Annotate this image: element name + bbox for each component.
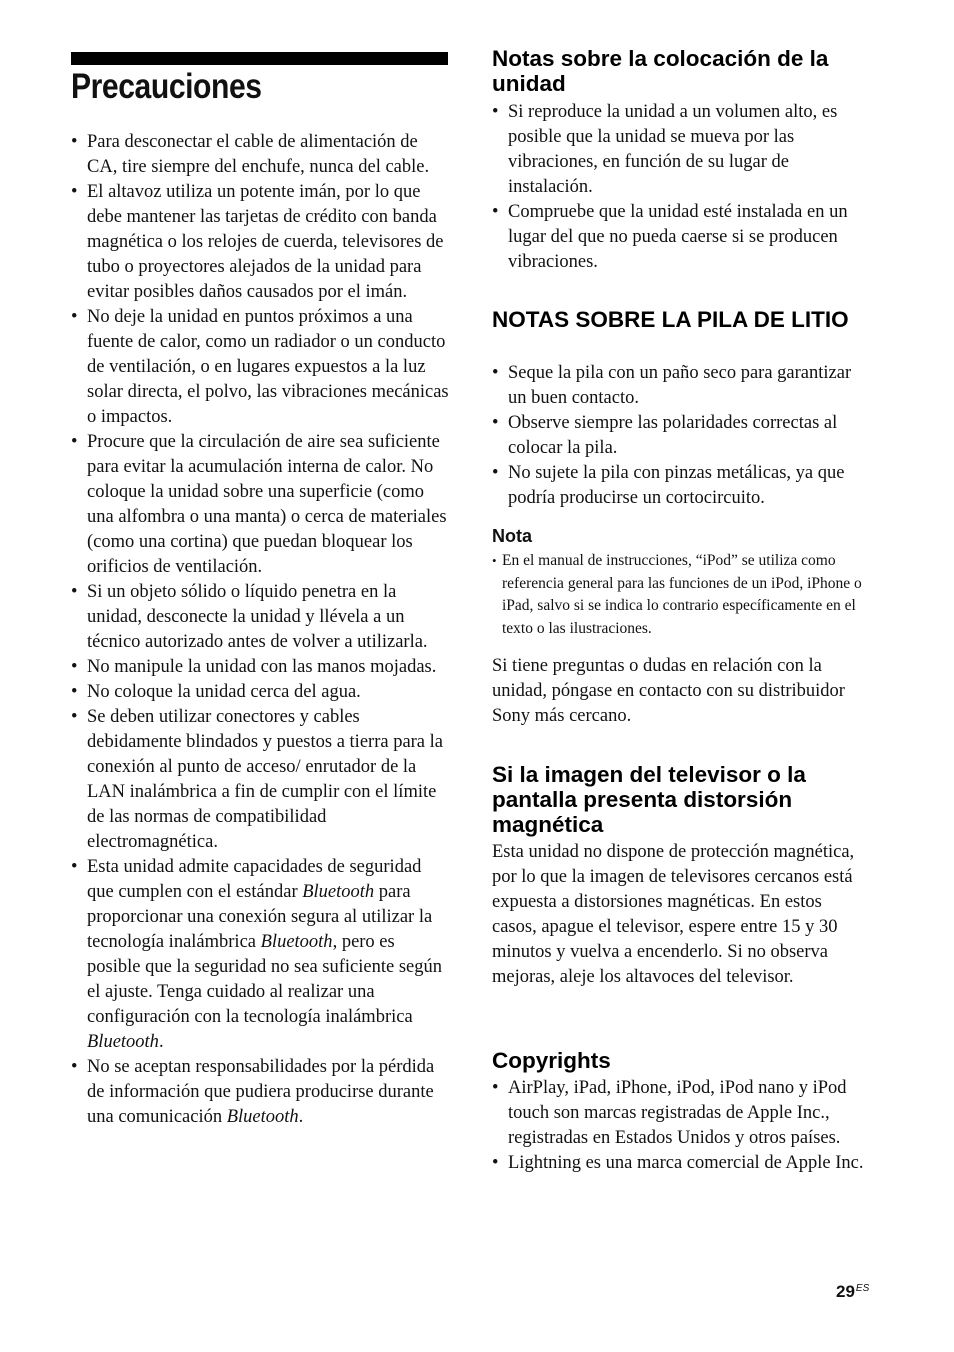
list-item: • El altavoz utiliza un potente imán, por lo que debe mantener las tarjetas de crédito con banda magnética o los relojes de cuerda, televisores de tubo o proyectores alejados de la unidad para evitar posibles daños causados por el imán. <box>71 180 449 305</box>
tv-heading: Si la imagen del televisor o la pantalla presenta distorsión magnética <box>492 762 806 837</box>
tv-body: Esta unidad no dispone de protección magnética, por lo que la imagen de televisores cercanos está expuesta a distorsiones magnéticas. En estos casos, apague el televisor, espere entre 15 y 30 minutos y vuelva a encenderlo. Si no observa mejoras, aleje los altavoces del televisor. <box>492 842 855 987</box>
list-item: • Para desconectar el cable de alimentación de CA, tire siempre del enchufe, nunca del cable. <box>71 130 449 180</box>
precautions-list <box>71 130 449 1130</box>
page-number <box>836 1282 869 1302</box>
copyrights-list <box>492 1076 872 1176</box>
list-item: • Seque la pila con un paño seco para garantizar un buen contacto. <box>492 361 872 411</box>
list-item: • No coloque la unidad cerca del agua. <box>71 680 449 705</box>
list-item: • Si un objeto sólido o líquido penetra en la unidad, desconecte la unidad y llévela a un técnico autorizado antes de volver a utilizarla. <box>71 580 449 655</box>
note-list <box>492 550 870 640</box>
battery-heading: NOTAS SOBRE LA PILA DE LITIO <box>492 307 849 332</box>
placement-list <box>492 100 872 275</box>
page-title: Precauciones <box>71 67 262 106</box>
page-number-suffix: ES <box>855 1283 870 1294</box>
copyrights-heading: Copyrights <box>492 1048 611 1073</box>
contact-text: Si tiene preguntas o dudas en relación con la unidad, póngase en contacto con su distribuidor Sony más cercano. <box>492 656 845 726</box>
list-item: • Procure que la circulación de aire sea suficiente para evitar la acumulación interna de calor. No coloque la unidad sobre una superficie (como una alfombra o una manta) o cerca de materiales (como una cortina) que puedan bloquear los orificios de ventilación. <box>71 430 449 580</box>
list-item: • AirPlay, iPad, iPhone, iPod, iPod nano y iPod touch son marcas registradas de Apple Inc., registradas en Estados Unidos y otros países. <box>492 1076 872 1151</box>
list-item: • Si reproduce la unidad a un volumen alto, es posible que la unidad se mueva por las vibraciones, en función de su lugar de instalación. <box>492 100 872 200</box>
placement-heading: Notas sobre la colocación de la unidad <box>492 46 829 96</box>
list-item: • No sujete la pila con pinzas metálicas, ya que podría producirse un cortocircuito. <box>492 461 872 511</box>
list-item: • En el manual de instrucciones, “iPod” se utiliza como referencia general para las funciones de un iPod, iPhone o iPad, salvo si se indica lo contrario específicamente en el texto o las ilustraciones. <box>492 550 870 640</box>
list-item: • Compruebe que la unidad esté instalada en un lugar del que no pueda caerse si se producen vibraciones. <box>492 200 872 275</box>
list-item: • Observe siempre las polaridades correctas al colocar la pila. <box>492 411 872 461</box>
list-item: • No se aceptan responsabilidades por la pérdida de información que pudiera producirse durante una comunicación Bluetooth. <box>71 1055 449 1130</box>
page-number-value: 29 <box>836 1282 855 1301</box>
list-item: • Lightning es una marca comercial de Apple Inc. <box>492 1151 872 1176</box>
list-item: • No manipule la unidad con las manos mojadas. <box>71 655 449 680</box>
note-heading: Nota <box>492 526 532 546</box>
list-item: • No deje la unidad en puntos próximos a una fuente de calor, como un radiador o un conducto de ventilación, o en lugares expuestos a la luz solar directa, el polvo, las vibraciones mecánicas o impactos. <box>71 305 449 430</box>
battery-list <box>492 361 872 511</box>
list-item: • Esta unidad admite capacidades de seguridad que cumplen con el estándar Bluetooth para proporcionar una conexión segura al utilizar la tecnología inalámbrica Bluetooth, pero es posible que la seguridad no sea suficiente según el ajuste. Tenga cuidado al realizar una configuración con la tecnología inalámbrica Bluetooth. <box>71 855 449 1055</box>
list-item: • Se deben utilizar conectores y cables debidamente blindados y puestos a tierra para la conexión al punto de acceso/ enrutador de la LAN inalámbrica a fin de cumplir con el límite de las normas de compatibilidad electromagnética. <box>71 705 449 855</box>
